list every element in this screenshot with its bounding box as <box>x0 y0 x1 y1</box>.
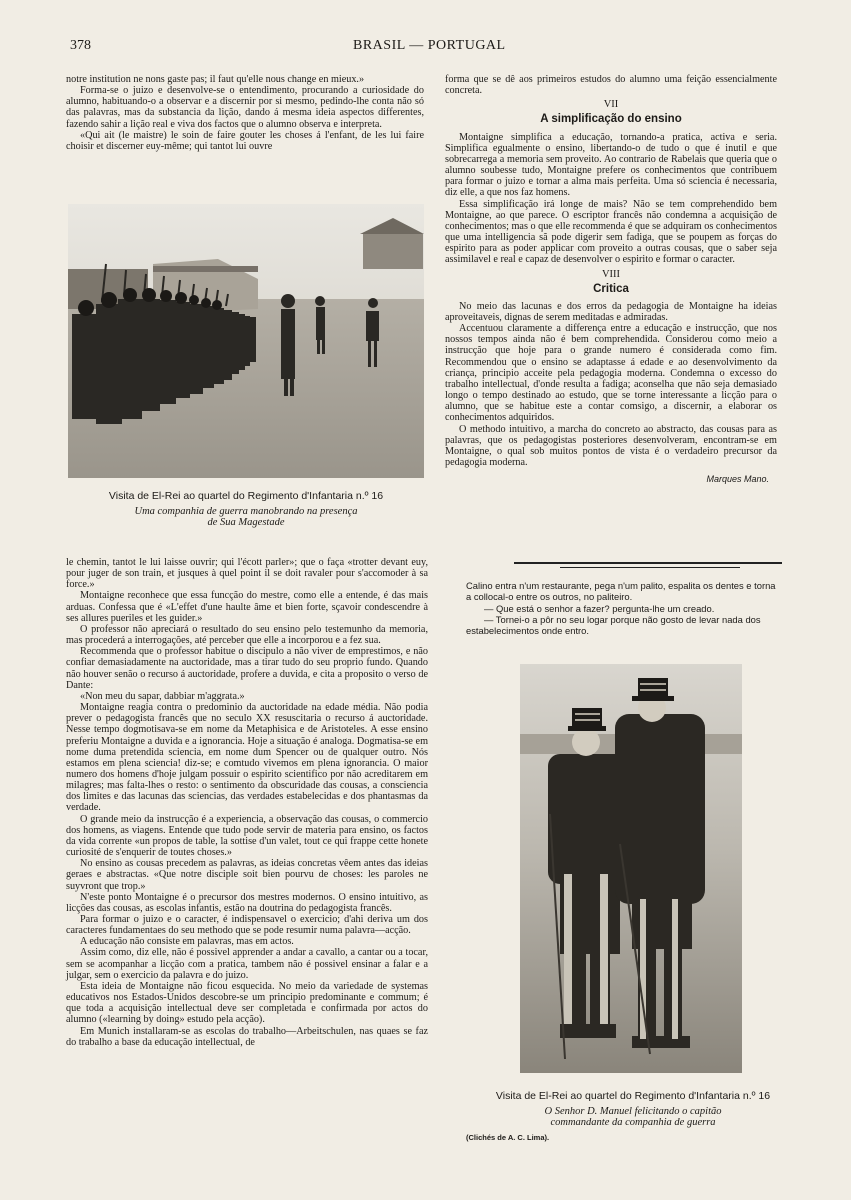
photo-infantry-company <box>68 204 424 478</box>
paragraph: N'este ponto Montaigne é o precursor dos mestres modernos. O ensino intuitivo, as licções das cousas, as escolas infantis, estão na doutrina do pedagogista francês. <box>66 891 428 914</box>
photo1-caption-line-1: Uma companhia de guerra manobrando na presença <box>134 506 358 517</box>
photo-credit: (Clichés de A. C. Lima). <box>466 1133 550 1142</box>
magazine-title: BRASIL — PORTUGAL <box>353 38 506 53</box>
paragraph: le chemin, tantot le lui laisse ouvrir; qui l'écott parler»; que o faça «trotter devant euy, pour juger de son train, et jusques à quel point il se doit ravaler pour s'accomoder à sa force.» <box>66 557 428 591</box>
paragraph: Para formar o juizo e o caracter, é indispensavel o exercicio; d'ahi deriva um dos caracteres fundamentaes do seu methodo que se pode resumir numa palavra—acção. <box>66 914 428 937</box>
section-title: A simplificação do ensino <box>540 113 682 126</box>
photo2-caption-title: Visita de El-Rei ao quartel do Regimento d'Infantaria n.º 16 <box>495 1090 771 1102</box>
author-signature: Marques Mano. <box>706 474 769 485</box>
paragraph: «Qui ait (le maistre) le soin de faire gouter les choses á l'enfant, de les lui faire choisir et discerner euy-même; qui tantot lui ouvre <box>66 129 424 152</box>
left-column-top <box>66 74 424 152</box>
paragraph: Forma-se o juizo e desenvolve-se o entendimento, procurando a curiosidade do alumno, habituando-o a observar e a discernir por si mesmo, pedindo-lhe conta não só das palavras, mas da substancia da lição, dando á mesma ideia aspectos differentes, fazendo sahir a lição real e viva dos factos que o alumno observa e interpreta. <box>66 85 424 130</box>
paragraph: Montaigne reagia contra o predominio da auctoridade na edade média. Não podia prever o pedagogista francês que no seculo XX resuscitaria o recurso á auctoridade. Nesse tempo dogmotisava-se em nome da Metaphisica e de Aristoteles. A esse ensino preferiu Montaigne a duvida e a ignorancia. Hoje a situação é analoga. Dogmatisa-se em nome duma pretendida sciencia, em nome dum Spencer ou de qualquer outro. Nós estamos em plena sciencia! diz-se; e comtudo vivemos em plena ignorancia. O maior numero dos homens d'hoje julgam possuir o espirito scientifico por não acreditarem em milagres; mas falta-lhes o resto: o sentimento da obscuridade das cousas, a consciencia dos limites e das lacunas das sciencias, das verdades estabelecidas e dos phantasmas da verdade. <box>66 702 428 814</box>
divider-rule <box>514 562 782 564</box>
divider-rule <box>560 567 740 568</box>
paragraph: Esta ideia de Montaigne não ficou esquecida. No meio da variedade de systemas educativos nos Estados-Unidos descobre-se um principio predominante e commum; é que toda a acquisição intellectual deve ser completada e confirmada por actos do alumno («learning by doing» estudo pela acção). <box>66 980 428 1026</box>
paragraph: O methodo intuitivo, a marcha do concreto ao abstracto, das cousas para as palavras, que os pedagogistas posteriores desenvolveram, encontram-se em Montaigne, o qual sob muitos pontos de vista é o verdadeiro precursor da pedagogia moderna. <box>445 423 777 468</box>
paragraph: No ensino as cousas precedem as palavras, as ideias concretas vêem antes das ideias geraes e abstractas. «Que notre disciple soit bien pourvu de choses: les paroles ne suyvront que trop.» <box>66 858 428 892</box>
paragraph: forma que se dê aos primeiros estudos do alumno uma feição essencialmente concreta. <box>445 74 777 97</box>
photo1-caption-italic <box>68 506 424 528</box>
paragraph: Montaigne simplifica a educação, tornando-a pratica, activa e seria. Simplifica egualmente o ensino, libertando-o de tudo o que é inutil e que sobrecarrega a memoria sem proveito. Ao contrario de Rabelais que queria que o alumno soubesse tudo, Montaigne prefere os conhecimentos que contribuem para formar o juizo e tornar a alma mais perfeita. Uma só sciencia é necessaria, diz elle, a que nos faz homens. <box>445 131 777 199</box>
photo1-caption-title: Visita de El-Rei ao quartel do Regimento d'Infantaria n.º 16 <box>108 490 384 502</box>
paragraph: No meio das lacunas e dos erros da pedagogia de Montaigne ha ideias aproveitaveis, dignas de serem meditadas e admiradas. <box>445 300 777 323</box>
photo2-caption-italic <box>458 1106 808 1128</box>
paragraph: Essa simplificação irá longe de mais? Não se tem comprehendido bem Montaigne, ao que parece. O escriptor francês não condemna a acquisição de conhecimentos; mas o que elle recommenda é que se adquiram os conhecimentos que uma intelligencia sã pode digerir sem fadiga, que se poupem as forças do espirito para as poder applicar com proveito a outras cousas, que o saber seja assimilavel e real e capaz de desenvolver o espirito e formar o caracter. <box>445 198 777 266</box>
section-number: VII <box>603 99 619 111</box>
paragraph: Accentuou claramente a differença entre a educação e instrucção, que nos nossos tempos ainda não é bem comprehendida. Considerou como meio a instrucção que hoje para o grande numero é considerada como fim. Recommendou que o ensino se adaptasse á edade e ao desenvolvimento da criança, principio acceite pela pedagogia moderna. Condemna o excesso do trabalho intellectual, d'onde resulta a fadiga; aconselha que não seja demasiado longo o tempo destinado ao estudo, que se torne interessante a licção para o alumno, que se habitue este a contar comsigo, a discernir, a elaborar os conhecimentos adquiridos. <box>445 323 777 424</box>
photo-king-congratulating-captain <box>520 664 742 1073</box>
quote-line: «Non meu du sapar, dabbiar m'aggrata.» <box>80 690 245 702</box>
anecdote-line: Calino entra n'um restaurante, pega n'um palito, espalita os dentes e torna a collocal-o entre os outros, no paliteiro. <box>466 580 776 603</box>
paragraph: notre institution ne nons gaste pas; il faut qu'elle nous change en mieux.» <box>66 74 365 85</box>
anecdote-line: — Tornei-o a pôr no seu logar porque não gosto de levar nada dos estabelecimentos onde entro. <box>466 613 761 637</box>
paragraph: O professor não apreciará o resultado do seu ensino pelo testemunho da memoria, mas procederá a interrogações, até perceber que elle a incorporou e a fez sua. <box>66 623 428 647</box>
paragraph: A educação não consiste em palavras, mas em actos. <box>80 936 294 948</box>
section-title: Critica <box>593 282 629 295</box>
photo2-caption-line-2: commandante da companhia de guerra <box>550 1117 716 1128</box>
right-column-top <box>445 74 777 485</box>
section-number: VIII <box>601 268 621 280</box>
anecdote-line: — Que está o senhor a fazer? pergunta-lhe um creado. <box>484 602 715 614</box>
paragraph: Em Munich installaram-se as escolas do trabalho—Arbeitschulen, nas quaes se faz do trabalho a base da educação intellectual, de <box>66 1025 428 1048</box>
paragraph: Assim como, diz elle, não é possivel apprender a andar a cavallo, a cantar ou a tocar, sem se acompanhar a licção com a pratica, tambem não é possivel ensinar a falar e a julgar, sem o exercicio da palavra e do juizo. <box>66 947 428 981</box>
photo1-caption-line-2: de Sua Magestade <box>207 517 285 528</box>
paragraph: Montaigne reconhece que essa funcção do mestre, como elle a entende, é das mais arduas. Confessa que é «L'effet d'une haulte âme et bien forte, sçavoir condescendre à ses allures pueriles et les guider.» <box>66 590 428 624</box>
page-number: 378 <box>70 38 91 53</box>
photo2-caption-line-1: O Senhor D. Manuel felicitando o capitão <box>544 1106 722 1117</box>
anecdote <box>466 580 782 636</box>
paragraph: O grande meio da instrucção é a experiencia, a observação das cousas, o commercio dos homens, as viagens. Entende que tudo pode servir de materia para ensino, os factos da vida corrente «un propos de table, la sottise d'un valet, tout ce qui frappe cette honete curiosité de s'enquerir de toutes choses.» <box>66 813 428 859</box>
left-column-bottom <box>66 557 428 1048</box>
paragraph: Recommenda que o professor habitue o discipulo a não viver de emprestimos, e não confiar demasiadamente na auctoridade, mas a tirar tudo do seu proprio fundo. Quando não houver senão o recurso á auctoridade, profere a duvida, e cita a proposito o verso de Dante: <box>66 646 428 691</box>
